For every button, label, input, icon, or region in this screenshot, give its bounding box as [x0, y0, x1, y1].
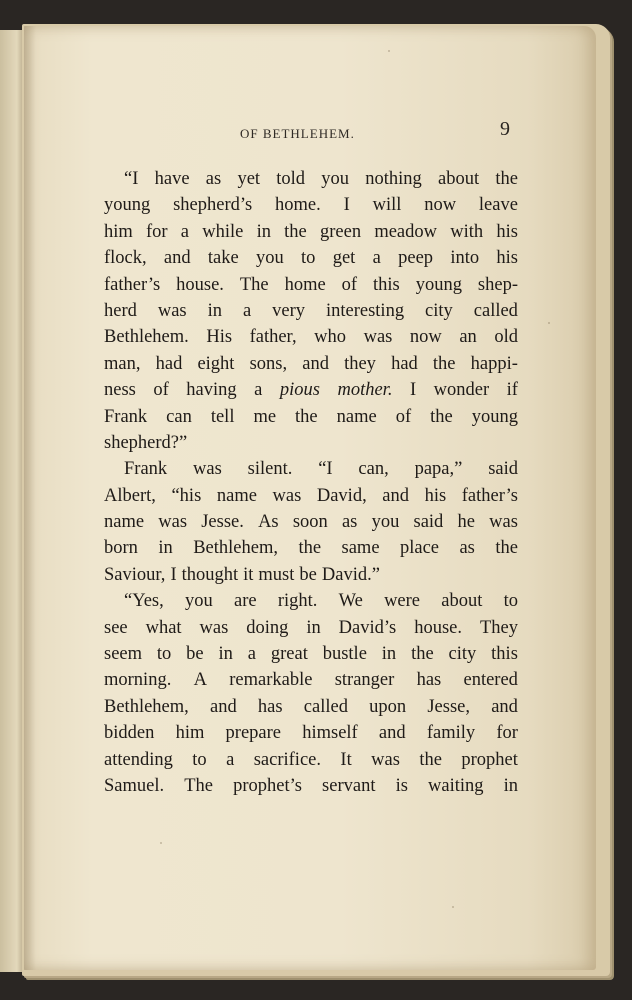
word: to — [192, 749, 207, 770]
word: flock, — [104, 248, 147, 269]
word: his — [424, 485, 447, 506]
word: you — [371, 512, 400, 533]
text-line — [104, 192, 518, 218]
word: and — [209, 696, 237, 717]
word: ness — [104, 380, 136, 401]
text-line — [104, 588, 518, 614]
word: right. — [277, 591, 318, 612]
word: tell — [210, 406, 235, 427]
word: meadow — [374, 221, 437, 242]
word: said — [488, 459, 518, 480]
word: His — [206, 327, 233, 348]
word: was — [157, 300, 187, 321]
word: shep- — [477, 274, 518, 295]
word: city — [425, 300, 453, 321]
word: a — [247, 644, 256, 665]
word: seem — [104, 644, 143, 665]
word: had — [155, 353, 183, 374]
word: is — [395, 775, 408, 796]
word: I — [409, 380, 417, 401]
word: nothing — [365, 169, 422, 189]
paper-speck — [548, 322, 550, 324]
word: remarkable — [229, 670, 313, 691]
word: they — [344, 353, 376, 374]
word: with — [450, 221, 484, 242]
word: a — [372, 248, 381, 269]
word: must — [258, 564, 295, 585]
word: you — [256, 248, 284, 269]
paper-speck — [388, 50, 390, 52]
word: in — [207, 300, 222, 321]
word: the — [298, 538, 322, 559]
word: Saviour, — [104, 564, 166, 585]
text-line — [104, 404, 518, 430]
word: man, — [104, 353, 141, 374]
word: shepherd?” — [104, 432, 188, 453]
word: city — [448, 644, 477, 665]
word: and — [302, 353, 329, 374]
word: Bethlehem, — [104, 696, 189, 717]
text-line — [104, 641, 518, 667]
word: as — [205, 169, 222, 189]
paper-speck — [452, 906, 454, 908]
word: in — [381, 644, 397, 665]
word: and — [163, 248, 191, 269]
word: can, — [358, 459, 389, 480]
word: has — [416, 670, 442, 691]
word: this — [373, 274, 400, 295]
word: The — [239, 274, 269, 295]
word: young — [415, 274, 462, 295]
word: They — [479, 617, 518, 638]
word: name — [336, 406, 377, 427]
word: same — [341, 538, 380, 559]
text-line — [104, 324, 518, 350]
word: said — [413, 512, 444, 533]
text-line — [104, 272, 518, 298]
text-line — [104, 166, 518, 192]
word: “I — [318, 459, 333, 480]
word: the — [495, 538, 518, 559]
word: father, — [249, 327, 297, 348]
word: Bethlehem. — [104, 327, 189, 348]
word: was — [272, 485, 302, 506]
word: in — [503, 775, 518, 796]
word: the — [284, 221, 307, 242]
word: will — [372, 195, 402, 216]
text-line — [104, 535, 518, 561]
word: soon — [292, 512, 328, 533]
word: place — [399, 538, 440, 559]
word: a — [242, 300, 252, 321]
word: wonder — [433, 380, 490, 401]
word: I — [343, 195, 350, 216]
word: The — [184, 775, 213, 796]
word: get — [332, 248, 356, 269]
word: as — [341, 512, 358, 533]
word: a — [226, 749, 235, 770]
word: were — [384, 591, 421, 612]
word: house. — [176, 274, 224, 295]
text-line — [104, 747, 518, 773]
word: for — [496, 723, 518, 744]
word: young — [471, 406, 518, 427]
word: prophet’s — [233, 775, 302, 796]
word: this — [491, 644, 518, 665]
text-line — [104, 351, 518, 377]
word: are — [233, 591, 257, 612]
word: him — [104, 221, 133, 242]
word: the — [495, 169, 518, 189]
word: sacrifice. — [253, 749, 321, 770]
body-text — [104, 166, 518, 799]
word: entered — [463, 670, 518, 691]
gutter-shadow — [24, 26, 36, 970]
word: an — [459, 327, 477, 348]
word: you — [321, 169, 350, 189]
word: had — [391, 353, 418, 374]
text-line — [104, 773, 518, 799]
word: me — [253, 406, 277, 427]
word: it — [243, 564, 254, 585]
word: what — [145, 617, 182, 638]
word: now — [409, 327, 442, 348]
word: was — [363, 327, 393, 348]
italic-word: mother. — [337, 380, 393, 401]
word: and — [382, 485, 409, 506]
text-line — [104, 667, 518, 693]
word: servant — [322, 775, 376, 796]
word: name — [104, 512, 145, 533]
word: David, — [316, 485, 367, 506]
word: happi- — [470, 353, 518, 374]
word: he — [457, 512, 475, 533]
word: in — [218, 644, 233, 665]
word: yet — [237, 169, 261, 189]
word: having — [186, 380, 237, 401]
word: shepherd’s — [173, 195, 253, 216]
word: name — [216, 485, 257, 506]
word: “Yes, — [124, 591, 164, 612]
word: called — [473, 300, 518, 321]
word: “I — [124, 169, 139, 189]
page-number: 9 — [500, 118, 510, 140]
word: and — [378, 723, 406, 744]
word: Bethlehem, — [193, 538, 278, 559]
word: who — [314, 327, 347, 348]
word: as — [459, 538, 475, 559]
word: interesting — [325, 300, 405, 321]
word: the — [419, 749, 442, 770]
word: for — [146, 221, 168, 242]
word: peep — [398, 248, 434, 269]
word: father’s — [461, 485, 518, 506]
word: “his — [171, 485, 202, 506]
word: called — [303, 696, 348, 717]
word: Jesse, — [427, 696, 471, 717]
word: young — [104, 195, 151, 216]
word: upon — [369, 696, 407, 717]
text-line — [104, 245, 518, 271]
word: his — [496, 221, 518, 242]
text-line — [104, 456, 518, 482]
word: born — [104, 538, 138, 559]
word: in — [256, 221, 271, 242]
word: David.” — [321, 564, 380, 585]
word: leave — [478, 195, 518, 216]
word: Frank — [124, 459, 168, 480]
word: into — [450, 248, 480, 269]
word: the — [295, 406, 318, 427]
word: Frank — [104, 406, 148, 427]
word: of — [153, 380, 169, 401]
word: Samuel. — [104, 775, 165, 796]
word: bustle — [322, 644, 367, 665]
word: see — [104, 617, 128, 638]
word: prepare — [225, 723, 282, 744]
word: to — [301, 248, 316, 269]
word: sons, — [249, 353, 288, 374]
word: Jesse. — [201, 512, 244, 533]
word: himself — [302, 723, 358, 744]
word: the — [432, 353, 456, 374]
word: to — [156, 644, 172, 665]
word: We — [338, 591, 363, 612]
word: thought — [181, 564, 239, 585]
word: in — [158, 538, 173, 559]
word: waiting — [428, 775, 484, 796]
word: was — [489, 512, 518, 533]
word: Albert, — [104, 485, 156, 506]
word: about — [438, 169, 480, 189]
word: great — [270, 644, 308, 665]
word: prophet — [461, 749, 518, 770]
word: doing — [246, 617, 289, 638]
word: was — [158, 512, 188, 533]
word: was — [371, 749, 400, 770]
word: family — [426, 723, 476, 744]
word: his — [496, 248, 518, 269]
italic-word: pious — [279, 380, 320, 401]
word: be — [186, 644, 204, 665]
word: As — [258, 512, 279, 533]
word: herd — [104, 300, 137, 321]
word: and — [491, 696, 518, 717]
word: stranger — [334, 670, 395, 691]
word: about — [441, 591, 483, 612]
text-line — [104, 694, 518, 720]
word: if — [506, 380, 518, 401]
word: green — [320, 221, 362, 242]
word: the — [411, 644, 434, 665]
word: It — [340, 749, 352, 770]
word: David’s — [338, 617, 397, 638]
word: I — [170, 564, 177, 585]
word: the — [430, 406, 453, 427]
word: house. — [414, 617, 462, 638]
word: silent. — [247, 459, 293, 480]
word: has — [257, 696, 283, 717]
word: home. — [275, 195, 321, 216]
word: eight — [197, 353, 235, 374]
word: while — [202, 221, 244, 242]
word: take — [207, 248, 239, 269]
word: him — [175, 723, 205, 744]
text-line — [104, 430, 518, 456]
word: was — [193, 459, 222, 480]
word: very — [272, 300, 306, 321]
text-line — [104, 615, 518, 641]
running-head: OF BETHLEHEM. — [240, 126, 355, 141]
word: of — [395, 406, 412, 427]
word: morning. — [104, 670, 172, 691]
word: be — [299, 564, 317, 585]
word: attending — [104, 749, 173, 770]
paper-speck — [160, 842, 162, 844]
text-line — [104, 298, 518, 324]
word: A — [193, 670, 207, 691]
word: father’s — [104, 274, 161, 295]
text-line — [104, 509, 518, 535]
word: was — [199, 617, 229, 638]
word: a — [180, 221, 190, 242]
word: bidden — [104, 723, 155, 744]
word: can — [166, 406, 192, 427]
text-line — [104, 377, 518, 403]
word: now — [424, 195, 457, 216]
text-line — [104, 720, 518, 746]
word: old — [494, 327, 518, 348]
word: have — [154, 169, 190, 189]
word: you — [185, 591, 213, 612]
word: home — [284, 274, 326, 295]
word: told — [276, 169, 306, 189]
text-line — [104, 483, 518, 509]
word: a — [254, 380, 263, 401]
word: papa,” — [414, 459, 463, 480]
text-line — [104, 562, 518, 588]
word: in — [306, 617, 321, 638]
word: of — [341, 274, 358, 295]
word: to — [503, 591, 518, 612]
text-line — [104, 219, 518, 245]
